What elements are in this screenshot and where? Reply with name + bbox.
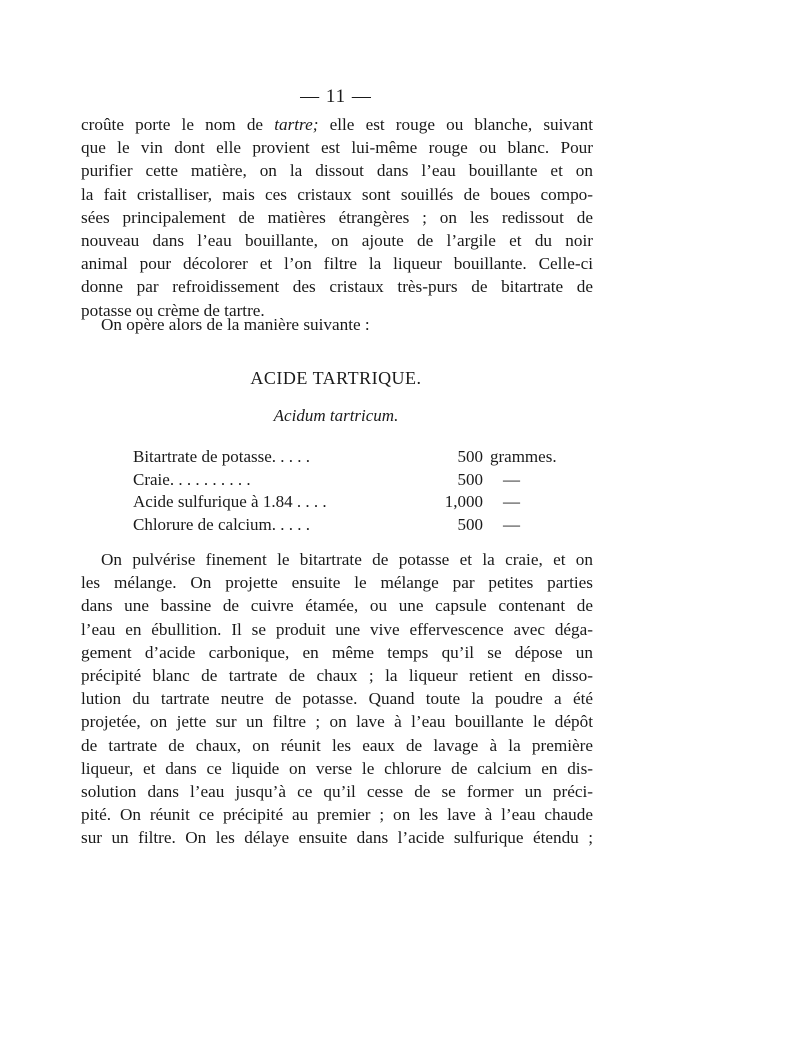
ingredient-name: Craie. . . . . . . . . . — [133, 469, 251, 489]
text-line: sées principalement de matières étrangères ; on les redissout de — [81, 207, 593, 227]
recipe-row — [133, 491, 553, 514]
text-line-part: elle est rouge ou blanche, suivant — [318, 115, 593, 134]
ingredient-unit: grammes. — [490, 447, 557, 466]
text-line: liqueur, et dans ce liquide on verse le chlorure de calcium en dis- — [81, 758, 593, 778]
paragraph-procedure — [81, 548, 593, 849]
text-line: nouveau dans l’eau bouillante, on ajoute de l’argile et du noir — [81, 230, 593, 250]
text-line: donne par refroidissement des cristaux très-purs de bitartrate de — [81, 277, 593, 297]
recipe-table — [133, 446, 557, 536]
ingredient-unit: — — [503, 514, 520, 534]
section-subtitle: Acidum tartricum. — [273, 406, 399, 425]
text-line: de tartrate de chaux, on réunit les eaux de lavage à la première — [81, 735, 593, 755]
text-line: dans une bassine de cuivre étamée, ou une capsule contenant de — [81, 596, 593, 616]
ingredient-name: Chlorure de calcium. . . . . — [133, 514, 311, 534]
ingredient-quantity: 1,000 — [444, 492, 483, 511]
text-line: l’eau en ébullition. Il se produit une vive effervescence avec déga- — [81, 619, 593, 639]
text-line: lution du tartrate neutre de potasse. Quand toute la poudre a été — [81, 689, 593, 709]
text-line: précipité blanc de tartrate de chaux ; la liqueur retient en disso- — [81, 665, 593, 685]
text-line: gement d’acide carbonique, en même temps qu’il se dépose un — [81, 642, 593, 662]
ingredient-quantity: 500 — [457, 469, 483, 489]
paragraph-tartre — [81, 113, 593, 322]
section-title: ACIDE TARTRIQUE. — [250, 368, 422, 388]
recipe-row — [133, 514, 553, 537]
ingredient-quantity: 500 — [457, 514, 483, 534]
italic-term: tartre; — [274, 115, 319, 134]
ingredient-name: Bitartrate de potasse. . . . . — [133, 447, 311, 466]
text-line — [81, 113, 593, 136]
recipe-row — [133, 469, 553, 492]
text-line: projetée, on jette sur un filtre ; on lave à l’eau bouillante le dépôt — [81, 712, 593, 732]
text-line: potasse ou crème de tartre. — [81, 300, 265, 320]
ingredient-unit: — — [503, 492, 520, 511]
text-line: solution dans l’eau jusqu’à ce qu’il cesse de se former un préci- — [81, 781, 593, 801]
ingredient-unit: — — [503, 469, 520, 489]
text-line: pité. On réunit ce précipité au premier ; on les lave à l’eau chaude — [81, 805, 593, 825]
ingredient-name: Acide sulfurique à 1.84 . . . . — [133, 492, 327, 511]
text-line: On pulvérise finement le bitartrate de potasse et la craie, et on — [101, 550, 593, 569]
text-line: que le vin dont elle provient est lui-même rouge ou blanc. Pour — [81, 138, 593, 158]
text-line: les mélange. On projette ensuite le mélange par petites parties — [81, 573, 593, 593]
text-line: sur un filtre. On les délaye ensuite dans l’acide sulfurique étendu ; — [81, 828, 593, 848]
ingredient-quantity: 500 — [457, 447, 483, 466]
text-line-part: croûte porte le nom de — [81, 115, 275, 134]
page-number: — 11 — — [300, 86, 372, 107]
recipe-row — [133, 446, 557, 469]
text-line: purifier cette matière, on la dissout dans l’eau bouillante et on — [81, 161, 593, 181]
lead-sentence: On opère alors de la manière suivante : — [101, 315, 370, 334]
text-line: animal pour décolorer et l’on filtre la liqueur bouillante. Celle-ci — [81, 254, 593, 274]
text-line: la fait cristalliser, mais ces cristaux sont souillés de boues compo- — [81, 184, 593, 204]
